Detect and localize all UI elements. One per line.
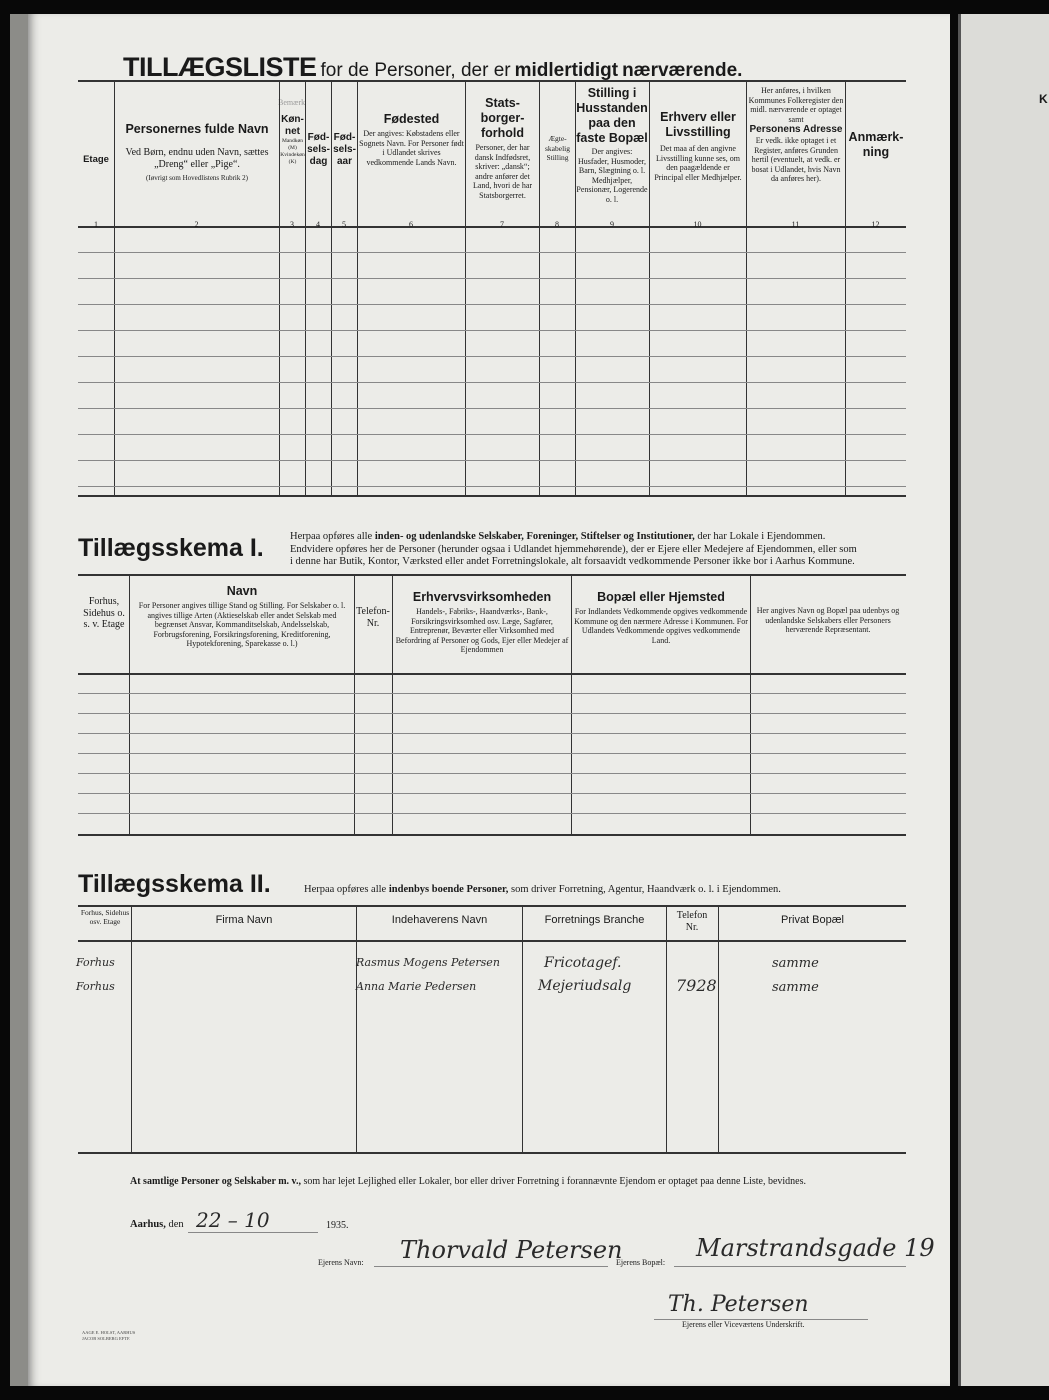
col-divider bbox=[750, 574, 751, 834]
skema2-col-firma: Firma Navn bbox=[215, 914, 273, 926]
ruled-line bbox=[78, 382, 906, 383]
owner-name-underline bbox=[374, 1266, 608, 1267]
col-number: 3 bbox=[290, 220, 294, 229]
skema2-col-telefon: Telefon Nr. bbox=[676, 910, 708, 933]
ruled-line bbox=[78, 434, 906, 435]
skema2-title: Tillægsskema II. bbox=[78, 870, 271, 898]
ruled-line bbox=[78, 753, 906, 754]
ruled-line bbox=[78, 773, 906, 774]
skema1-col-bopael: Bopæl eller Hjemsted For Indlandets Vedkommende opgives vedkommende Kommune og den nærmere Adresse i Kommunen. For Udlandets Vedkommende opgives vedkommende Land. bbox=[574, 590, 748, 645]
col-name-header: Personernes fulde Navn Ved Børn, endnu uden Navn, sættes „Dreng“ eller „Pige“. (Iøvrigt som Hovedlistens Rubrik 2) bbox=[125, 122, 269, 182]
row-bopael: samme bbox=[772, 980, 819, 995]
year: 1935. bbox=[326, 1220, 349, 1231]
row-etage: Forhus bbox=[76, 980, 115, 993]
ruled-line bbox=[78, 713, 906, 714]
skema2-top-rule bbox=[78, 905, 906, 907]
col-remarks-header: Anmærkning bbox=[848, 130, 904, 159]
ruled-line bbox=[78, 252, 906, 253]
col-birthyear-header: Fødselsaar bbox=[333, 132, 356, 167]
ruled-line bbox=[78, 356, 906, 357]
row-indehaver: Anna Marie Pedersen bbox=[356, 980, 477, 993]
ruled-line bbox=[78, 813, 906, 814]
skema1-header-rule bbox=[78, 673, 906, 675]
skema2-col-etage: Forhus, Sidehus osv. Etage bbox=[80, 908, 130, 926]
col-sex-header: Kønnet Mandkøn (M) Kvindekøn (K) bbox=[280, 114, 305, 165]
col-number: 1 bbox=[94, 220, 98, 229]
skema1-col-navn: Navn For Personer angives tillige Stand og Stilling. For Selskaber o. l. angives tillige Arten (Aktieselskab eller andet Selskab med begrænset Ansvar, Kommanditselskab, Andelsselskab, Forbrugsforening, Forsikringsforening, Kreditforening, Hypotekforening, Sparekasse o. l.) bbox=[138, 584, 346, 648]
ruled-line bbox=[78, 793, 906, 794]
col-divider bbox=[392, 574, 393, 834]
col-marital-header: Ægteskabelig Stilling bbox=[545, 134, 570, 162]
col-birthday-header: Fødselsdag bbox=[307, 132, 330, 167]
col-citizenship-header: Statsborgerforhold Personer, der har dansk Indfødsret, skriver: „dansk“; andre anfører det Land, hvori de har Statsborgerret. bbox=[472, 96, 533, 200]
col-number: 4 bbox=[316, 220, 320, 229]
owner-name-label: Ejerens Navn: bbox=[318, 1258, 364, 1267]
skema2-intro: Herpaa opføres alle indenbys boende Personer, som driver Forretning, Agentur, Haandværk o. l. i Ejendommen. bbox=[304, 884, 781, 895]
signature: Th. Petersen bbox=[668, 1292, 809, 1317]
ruled-line bbox=[78, 693, 906, 694]
facing-page-text: K bbox=[1039, 92, 1048, 106]
col-divider bbox=[522, 905, 523, 1153]
col-number: 7 bbox=[500, 220, 504, 229]
ruled-line bbox=[78, 460, 906, 461]
col-number: 5 bbox=[342, 220, 346, 229]
col-divider bbox=[131, 905, 132, 1153]
ruled-line bbox=[78, 408, 906, 409]
owner-address: Marstrandsgade 19 bbox=[696, 1234, 935, 1262]
col-number: 2 bbox=[194, 220, 199, 229]
col-number: 9 bbox=[610, 220, 614, 229]
skema2-col-branche: Forretnings Branche bbox=[544, 914, 645, 926]
facing-page bbox=[958, 14, 1049, 1386]
col-divider bbox=[571, 574, 572, 834]
row-etage: Forhus bbox=[76, 956, 115, 969]
col-register-header: Her anføres, i hvilken Kommunes Folkeregister den midl. nærværende er optaget samt Personens Adresse Er vedk. ikke optaget i et Register, anføres Grunden hertil (eventuelt, at vedk. er bosat i Udlandet, hvis Navn da anføres her). bbox=[748, 86, 844, 183]
owner-address-underline bbox=[674, 1266, 906, 1267]
ruled-line bbox=[78, 304, 906, 305]
ruled-line bbox=[78, 486, 906, 487]
declaration: At samtlige Personer og Selskaber m. v., som har lejet Lejlighed eller Lokaler, bor eller driver Forretning i forannævnte Ejendom er optaget paa denne Liste, bevidnes. bbox=[130, 1176, 806, 1187]
col-occupation-header: Erhverv eller Livsstilling Det maa af den angivne Livsstilling kunne ses, om den paagældende er Principal eller Medhjælper. bbox=[654, 110, 742, 182]
faded-stamp: Bemærk bbox=[278, 98, 306, 107]
col-etage-header: Etage bbox=[83, 154, 109, 165]
printer-imprint: AAGE E. HOLST, AARHUS JACOB SOLBERG EFTF. bbox=[82, 1330, 136, 1341]
ruled-line bbox=[78, 733, 906, 734]
skema2-col-bopael: Privat Bopæl bbox=[781, 914, 844, 926]
page-binding-edge bbox=[10, 14, 30, 1386]
col-divider bbox=[356, 905, 357, 1153]
table-bottom-rule bbox=[78, 495, 906, 497]
skema2-col-indehaver: Indehaverens Navn bbox=[391, 914, 488, 926]
date-underline bbox=[188, 1232, 318, 1233]
skema2-bottom-rule bbox=[78, 1152, 906, 1154]
skema1-intro: Herpaa opføres alle inden- og udenlandske Selskaber, Foreninger, Stiftelser og Institutioner, der har Lokale i Ejendommen. Endvidere opføres her de Personer (herunder ogsaa i Udlandet hjemmehørende), der er Ejere eller Medejere af Ejendommen, eller som i denne har Butik, Kontor, Værksted eller andet Forretningslokale, alt forsaavidt vedkommende Personer ikke bor i Aarhus Kommune. bbox=[290, 531, 857, 567]
census-form-page bbox=[28, 14, 950, 1386]
col-birthplace-header: Fødested Der angives: Købstadens eller Sognets Navn. For Personer født i Udlandet skrives vedkommende Lands Navn. bbox=[359, 112, 464, 167]
skema1-bottom-rule bbox=[78, 834, 906, 836]
skema1-col-etage: Forhus, Sidehus o. s. v. Etage bbox=[83, 596, 125, 630]
skema1-col-telefon: Telefon-Nr. bbox=[356, 606, 390, 629]
col-number: 8 bbox=[555, 220, 559, 229]
row-bopael: samme bbox=[772, 956, 819, 971]
row-telefon: 7928 bbox=[676, 976, 717, 995]
signature-label: Ejerens eller Viceværtens Underskrift. bbox=[682, 1320, 805, 1329]
ruled-line bbox=[78, 278, 906, 279]
col-divider bbox=[129, 574, 130, 834]
col-divider bbox=[666, 905, 667, 1153]
owner-name: Thorvald Petersen bbox=[400, 1236, 623, 1264]
skema1-col-repraesentant: Her angives Navn og Bopæl paa udenbys og udenlandske Selskabers eller Personers herværende Repræsentant. bbox=[756, 606, 900, 634]
col-household-header: Stilling i Husstanden paa den faste Bopæl Der angives: Husfader, Husmoder, Barn, Slægtning o. l. Medhjælper, Pensionær, Logerende o. l. bbox=[576, 86, 648, 204]
col-number: 11 bbox=[791, 220, 800, 229]
owner-address-label: Ejerens Bopæl: bbox=[616, 1258, 666, 1267]
skema1-title: Tillægsskema I. bbox=[78, 534, 264, 562]
col-divider bbox=[718, 905, 719, 1153]
row-branche: Fricotagef. bbox=[544, 955, 622, 971]
col-number: 6 bbox=[409, 220, 413, 229]
row-branche: Mejeriudsalg bbox=[538, 978, 632, 994]
ruled-line bbox=[78, 330, 906, 331]
row-indehaver: Rasmus Mogens Petersen bbox=[356, 956, 500, 969]
date-value: 22 – 10 bbox=[196, 1208, 270, 1232]
tillaegsliste-title: TILLÆGSLISTE for de Personer, der er midlertidigt nærværende. bbox=[123, 52, 743, 82]
date-line: Aarhus, den bbox=[130, 1219, 184, 1230]
skema1-col-erhverv: Erhvervsvirksomheden Handels-, Fabriks-, Haandværks-, Bank-, Forsikringsvirksomhed osv. Læge, Sagfører, Entreprenør, Beværter eller Virksomhed med Befordring af Personer og Gods, Ejer eller Medejer af Ejendommen bbox=[395, 590, 569, 654]
skema1-top-rule bbox=[78, 574, 906, 576]
skema2-header-rule bbox=[78, 940, 906, 942]
col-number: 10 bbox=[693, 220, 702, 229]
table-top-rule bbox=[78, 80, 906, 82]
col-number: 12 bbox=[871, 220, 880, 229]
